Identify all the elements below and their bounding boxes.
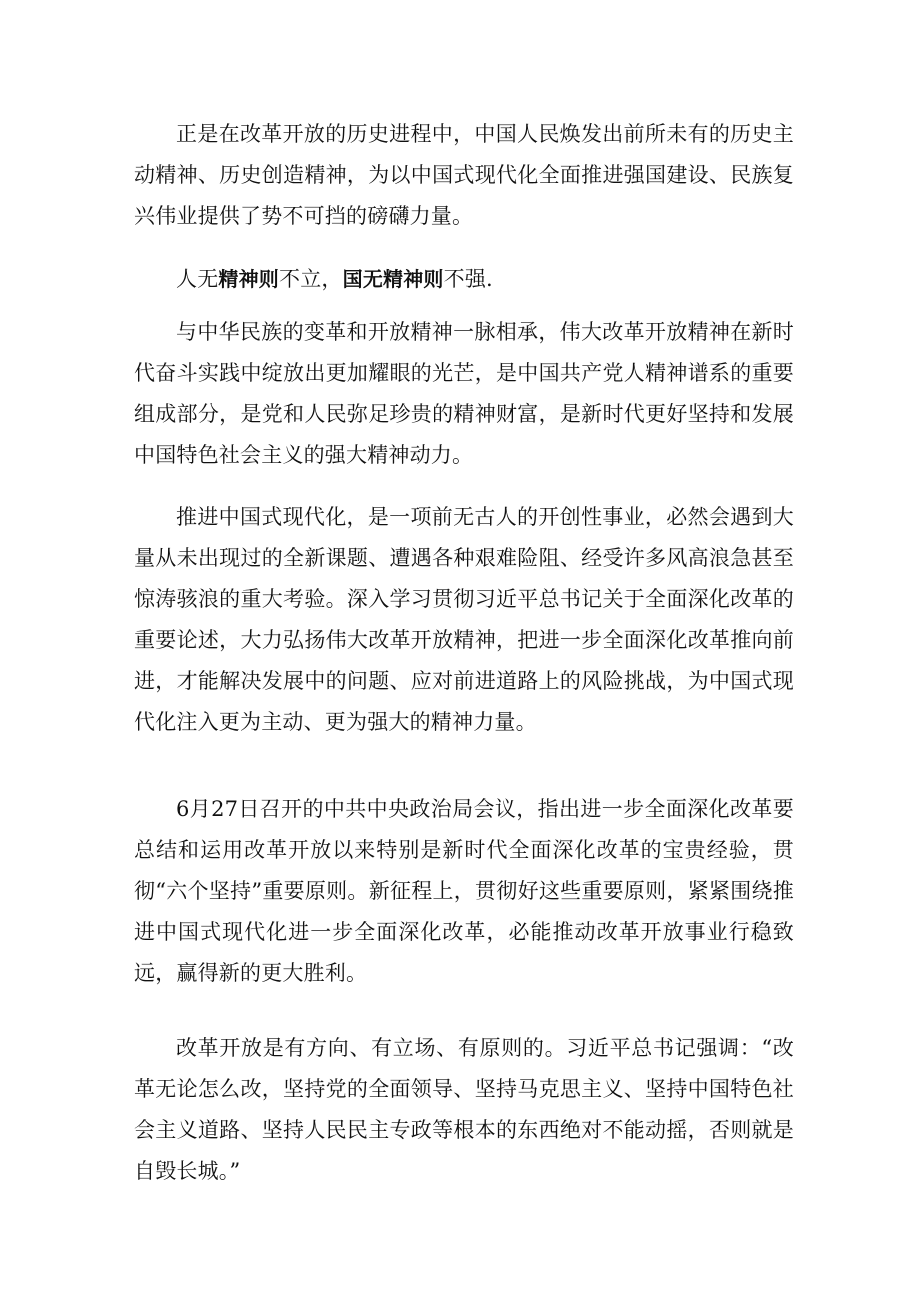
paragraph-2 [134, 259, 794, 300]
paragraph-2-part-4: 国无精神则 [342, 267, 444, 291]
paragraph-6: 改革开放是有方向、有立场、有原则的。习近平总书记强调：“改革无论怎么改，坚持党的全面领导、坚持马克思主义、坚持中国特色社会主义道路、坚持人民民主专政等根本的东西绝对不能动摇，否则就是自毁长城。” [134, 1036, 794, 1183]
paragraph-5: 6月27日召开的中共中央政治局会议，指出进一步全面深化改革要总结和运用改革开放以来特别是新时代全面深化改革的宝贵经验，贯彻“六个坚持”重要原则。新征程上，贯彻好这些重要原则，紧紧围绕推进中国式现代化进一步全面深化改革，必能推动改革开放事业行稳致远，赢得新的更大胜利。 [134, 797, 794, 985]
paragraph-3: 与中华民族的变革和开放精神一脉相承，伟大改革开放精神在新时代奋斗实践中绽放出更加耀眼的光芒，是中国共产党人精神谱系的重要组成部分，是党和人民弥足珍贵的精神财富，是新时代更好坚持和发展中国特色社会主义的强大精神动力。 [134, 320, 794, 467]
paragraph-2-part-1: 人无 [176, 267, 219, 291]
paragraph-4: 推进中国式现代化，是一项前无古人的开创性事业，必然会遇到大量从未出现过的全新课题、遭遇各种艰难险阻、经受许多风高浪急甚至惊涛骇浪的重大考验。深入学习贯彻习近平总书记关于全面深化改革的重要论述，大力弘扬伟大改革开放精神，把进一步全面深化改革推向前进，才能解决发展中的问题、应对前进道路上的风险挑战，为中国式现代化注入更为主动、更为强大的精神力量。 [134, 505, 794, 734]
paragraph-2-part-2: 精神则 [218, 267, 280, 291]
paragraph-1: 正是在改革开放的历史进程中，中国人民焕发出前所未有的历史主动精神、历史创造精神，为以中国式现代化全面推进强国建设、民族复兴伟业提供了势不可挡的磅礴力量。 [134, 122, 794, 228]
paragraph-2-part-5: 不强. [443, 267, 493, 291]
paragraph-2-part-3: 不立， [279, 267, 343, 291]
